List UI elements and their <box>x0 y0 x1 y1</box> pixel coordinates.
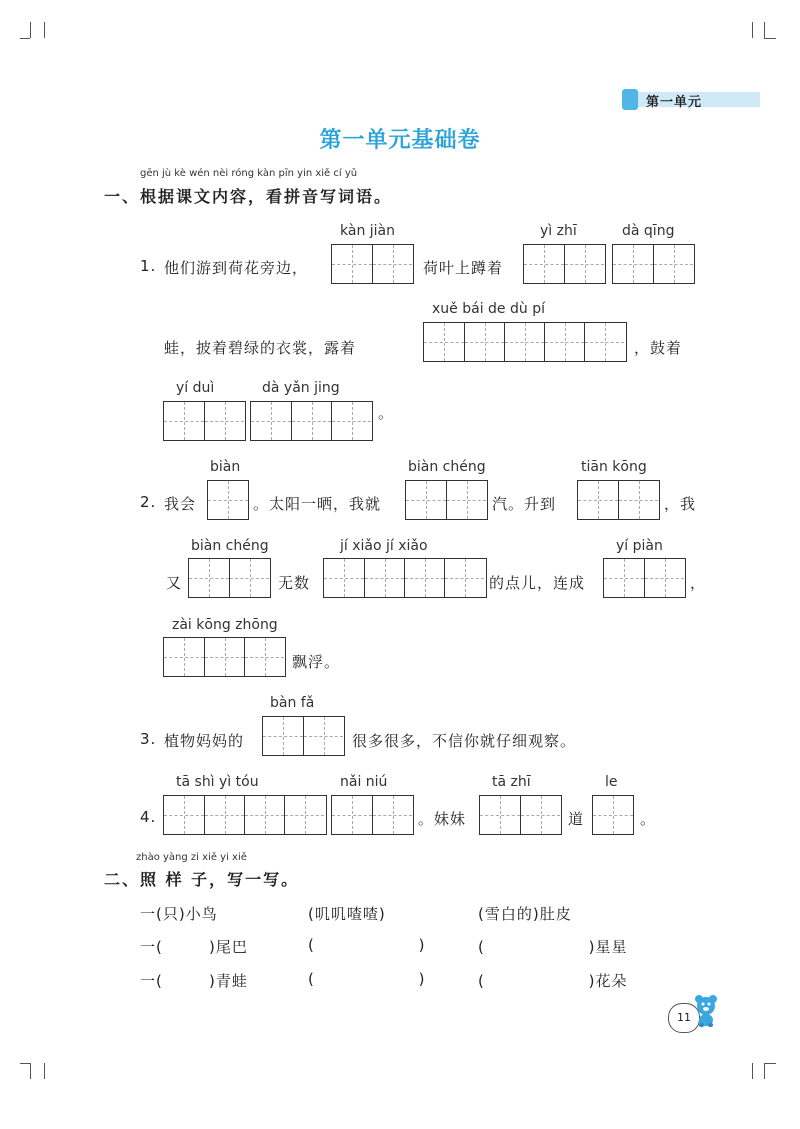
q3-number: 3. <box>140 730 157 748</box>
q4-text-c: 。 <box>640 810 657 828</box>
crop-mark <box>764 1063 776 1064</box>
q2-answer-grid-e[interactable] <box>323 558 487 598</box>
crop-mark <box>764 38 776 39</box>
example-row-1-col-3: (雪白的)肚皮 <box>478 905 572 923</box>
q2-number: 2. <box>140 493 157 511</box>
q2-text-a: 我会 <box>164 495 197 513</box>
q2-text-e: 又 <box>166 574 183 592</box>
q2-pinyin-b: biàn chéng <box>408 459 486 475</box>
q4-pinyin-d: le <box>605 774 618 790</box>
section1-pinyin: gēn jù kè wén nèi róng kàn pīn yin xiě cí yǔ <box>140 168 358 179</box>
q4-answer-grid-a[interactable] <box>163 795 327 835</box>
q2-answer-grid-a[interactable] <box>207 480 249 520</box>
q2-pinyin-a: biàn <box>210 459 241 475</box>
answer-row-2-col-3[interactable]: ( )星星 <box>478 938 628 956</box>
q4-answer-grid-d[interactable] <box>592 795 634 835</box>
answer-row-2-col-1[interactable]: 一( )尾巴 <box>140 938 248 956</box>
q1-text-b: 荷叶上蹲着 <box>423 259 504 277</box>
q4-number: 4. <box>140 808 157 826</box>
q1-text-d: ，鼓着 <box>634 339 683 357</box>
q1-number: 1. <box>140 257 157 275</box>
q1-pinyin-e: yí duì <box>176 380 215 396</box>
q2-text-h: ， <box>690 574 707 592</box>
crop-mark <box>30 22 31 38</box>
q2-text-d: ，我 <box>664 495 697 513</box>
section2-heading: 二、照 样 子，写一写。 <box>104 870 300 889</box>
q2-answer-grid-c[interactable] <box>577 480 660 520</box>
q3-text-b: 很多很多，不信你就仔细观察。 <box>352 732 577 750</box>
q1-answer-grid-b[interactable] <box>523 244 606 284</box>
q2-pinyin-e: jí xiǎo jí xiǎo <box>340 538 428 554</box>
q3-text-a: 植物妈妈的 <box>164 732 245 750</box>
unit-header-label: 第一单元 <box>646 95 703 110</box>
q1-answer-grid-d[interactable] <box>423 322 627 362</box>
q1-text-e: 。 <box>378 404 395 422</box>
q1-pinyin-b: yì zhī <box>540 223 577 239</box>
answer-row-3-col-2[interactable]: ( ) <box>308 970 426 988</box>
unit-header-tab <box>622 89 638 110</box>
q2-answer-grid-d[interactable] <box>188 558 271 598</box>
q2-text-f: 无数 <box>278 574 311 592</box>
crop-mark <box>752 1063 753 1079</box>
q1-pinyin-c: dà qīng <box>622 223 675 239</box>
crop-mark <box>30 1063 31 1079</box>
q1-text-c: 蛙，披着碧绿的衣裳，露着 <box>164 339 357 357</box>
page-number: 11 <box>668 1003 700 1033</box>
section2-pinyin: zhào yàng zi xiě yi xiě <box>136 852 247 863</box>
q2-answer-grid-b[interactable] <box>405 480 488 520</box>
q1-pinyin-a: kàn jiàn <box>340 223 395 239</box>
q2-pinyin-f: yí piàn <box>616 538 663 554</box>
crop-mark <box>764 22 765 38</box>
answer-row-3-col-3[interactable]: ( )花朵 <box>478 972 628 990</box>
crop-mark <box>764 1063 765 1079</box>
q1-answer-grid-c[interactable] <box>612 244 695 284</box>
q2-text-c: 汽。升到 <box>492 495 557 513</box>
q4-answer-grid-b[interactable] <box>331 795 414 835</box>
q2-text-b: 。太阳一晒，我就 <box>253 495 382 513</box>
q2-answer-grid-g[interactable] <box>163 637 286 677</box>
crop-mark <box>752 22 753 38</box>
q4-text-a: 。妹妹 <box>418 810 467 828</box>
q1-text-a: 他们游到荷花旁边， <box>164 259 309 277</box>
q4-text-b: 道 <box>568 810 585 828</box>
section1-heading: 一、根据课文内容，看拼音写词语。 <box>104 187 393 206</box>
q2-pinyin-c: tiān kōng <box>581 459 647 475</box>
example-row-1-col-2: (叽叽喳喳) <box>308 905 386 923</box>
crop-mark <box>44 22 45 38</box>
answer-row-2-col-2[interactable]: ( ) <box>308 936 426 954</box>
q2-text-g: 的点儿，连成 <box>489 574 586 592</box>
q1-answer-grid-e[interactable] <box>163 401 246 441</box>
q4-pinyin-b: nǎi niú <box>340 774 388 790</box>
q1-pinyin-f: dà yǎn jing <box>262 380 340 396</box>
q3-pinyin-a: bàn fǎ <box>270 695 315 711</box>
bear-mascot-icon <box>690 992 722 1028</box>
q2-text-i: 飘浮。 <box>292 653 341 671</box>
q3-answer-grid-a[interactable] <box>262 716 345 756</box>
q2-pinyin-d: biàn chéng <box>191 538 269 554</box>
crop-mark <box>44 1063 45 1079</box>
q4-answer-grid-c[interactable] <box>479 795 562 835</box>
crop-mark <box>20 1063 30 1064</box>
crop-mark <box>20 38 30 39</box>
q4-pinyin-c: tā zhī <box>492 774 531 790</box>
q1-answer-grid-f[interactable] <box>250 401 373 441</box>
page-title: 第一单元基础卷 <box>319 128 481 153</box>
q4-pinyin-a: tā shì yì tóu <box>176 774 259 790</box>
q1-answer-grid-a[interactable] <box>331 244 414 284</box>
q2-answer-grid-f[interactable] <box>603 558 686 598</box>
answer-row-3-col-1[interactable]: 一( )青蛙 <box>140 972 248 990</box>
q2-pinyin-g: zài kōng zhōng <box>172 617 278 633</box>
example-row-1-col-1: 一(只)小鸟 <box>140 905 218 923</box>
q1-pinyin-d: xuě bái de dù pí <box>432 301 545 317</box>
